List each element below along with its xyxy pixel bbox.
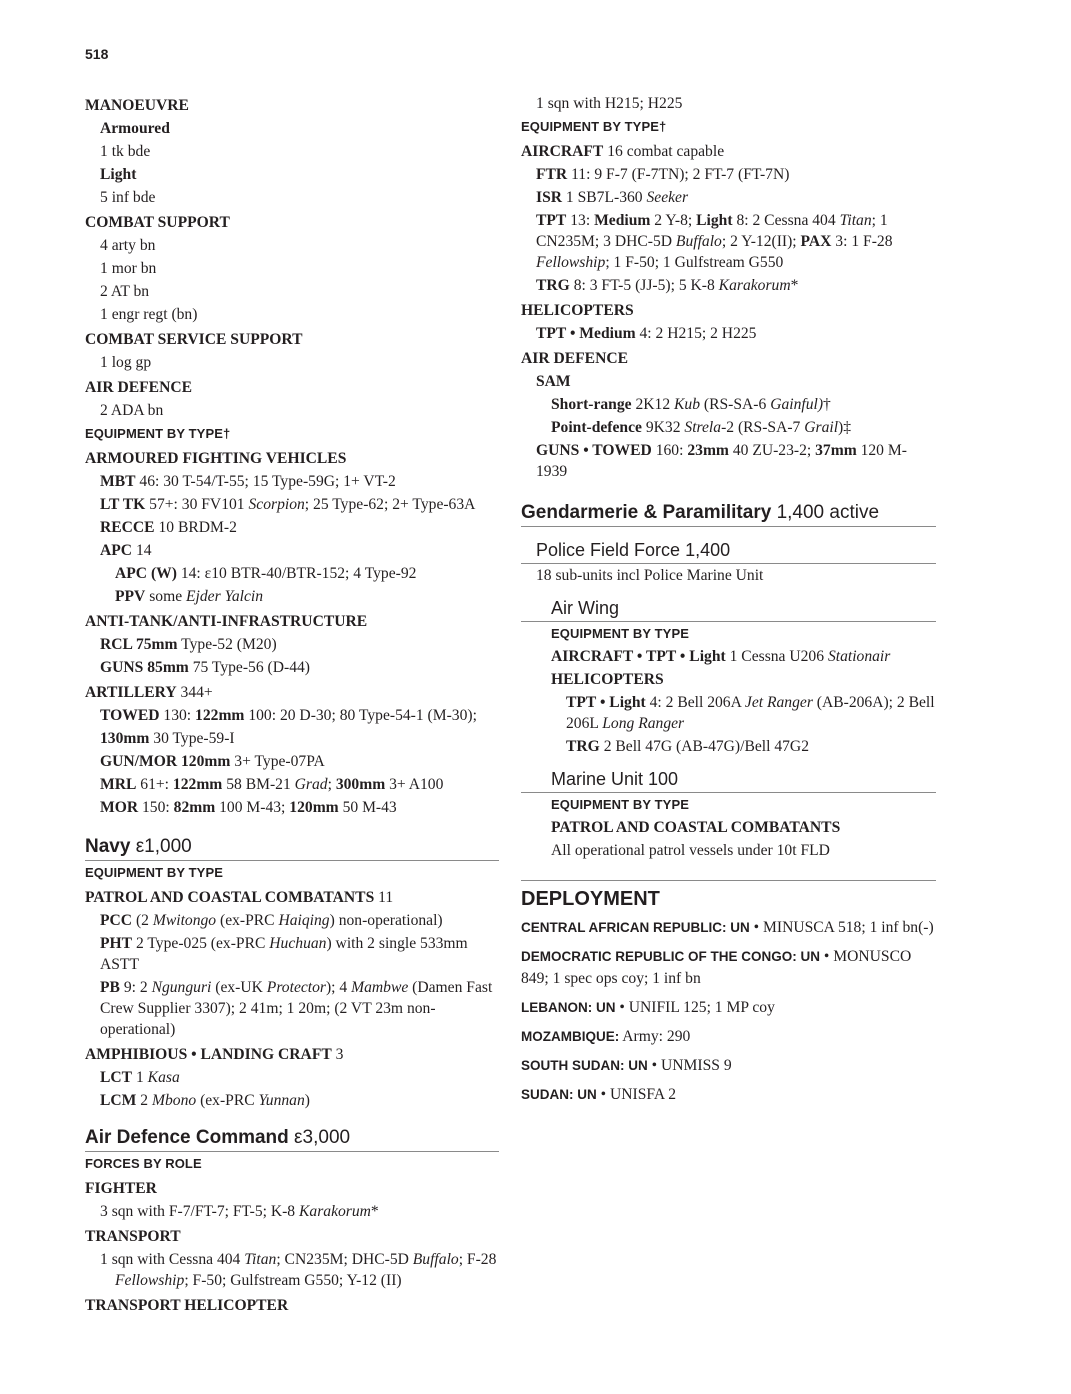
light-subheading: Light [100,166,137,183]
apc-w-line: APC (W) 14: ε10 BTR-40/BTR-152; 4 Type-92 [115,565,417,582]
equipment-by-type-heading: EQUIPMENT BY TYPE† [85,426,231,441]
fighter-heading: FIGHTER [85,1180,157,1197]
fighter-line: 3 sqn with F-7/FT-7; FT-5; K-8 Karakorum* [100,1203,379,1220]
deployment-south-sudan: SOUTH SUDAN: UN • UNMISS 9 [521,1057,732,1074]
pff-sub-units: 18 sub-units incl Police Marine Unit [536,567,764,584]
marine-unit-title: Marine Unit 100 [521,768,936,793]
at-bn: 2 AT bn [100,283,150,300]
inf-bde: 5 inf bde [100,189,156,206]
trg-line: TRG 8: 3 FT-5 (JJ-5); 5 K-8 Karakorum* [536,277,799,294]
arty-bn: 4 arty bn [100,237,156,254]
air-wing-trg-line: TRG 2 Bell 47G (AB-47G)/Bell 47G2 [566,738,809,755]
towed-line-cont: 130mm 30 Type-59-I [100,730,235,747]
right-air-defence-heading: AIR DEFENCE [521,350,629,367]
armoured-subheading: Armoured [100,120,170,137]
gendarmerie-section-title: Gendarmerie & Paramilitary 1,400 active [521,501,936,527]
right-column [521,92,936,1112]
lcm-line: LCM 2 Mbono (ex-PRC Yunnan) [100,1092,310,1109]
sqn-h215-line: 1 sqn with H215; H225 [536,95,683,112]
anti-tank-heading: ANTI-TANK/ANTI-INFRASTRUCTURE [85,613,368,630]
gun-mor-line: GUN/MOR 120mm 3+ Type-07PA [100,753,325,770]
forces-by-role-heading: FORCES BY ROLE [85,1156,202,1171]
air-wing-aircraft-line: AIRCRAFT • TPT • Light 1 Cessna U206 Stationair [551,648,891,665]
pcc-line: PCC (2 Mwitongo (ex-PRC Haiqing) non-operational) [100,912,443,929]
pht-line: PHT 2 Type-025 (ex-PRC Huchuan) with 2 single 533mm ASTT [100,935,468,973]
recce-line: RECCE 10 BRDM-2 [100,519,237,536]
air-wing-equipment-heading: EQUIPMENT BY TYPE [551,626,689,641]
air-defence-heading: AIR DEFENCE [85,379,193,396]
deployment-mozambique: MOZAMBIQUE: Army: 290 [521,1028,691,1045]
manoeuvre-heading: MANOEUVRE [85,97,189,114]
police-field-force-title: Police Field Force 1,400 [521,539,936,564]
short-range-line: Short-range 2K12 Kub (RS-SA-6 Gainful)† [551,396,831,413]
log-gp: 1 log gp [100,354,152,371]
mor-bn: 1 mor bn [100,260,157,277]
lct-line: LCT 1 Kasa [100,1069,180,1086]
ftr-line: FTR 11: 9 F-7 (F-7TN); 2 FT-7 (FT-7N) [536,166,790,183]
deployment-sudan: SUDAN: UN • UNISFA 2 [521,1086,677,1103]
pcc-heading: PATROL AND COASTAL COMBATANTS 11 [85,889,394,906]
marine-unit-equipment-heading: EQUIPMENT BY TYPE [551,797,689,812]
air-wing-tpt-line: TPT • Light 4: 2 Bell 206A Jet Ranger (AB-206A); 2 Bell 206L Long Ranger [566,694,935,732]
ada-bn: 2 ADA bn [100,402,164,419]
point-defence-line: Point-defence 9K32 Strela-2 (RS-SA-7 Grail)‡ [551,419,852,436]
air-wing-title: Air Wing [521,597,936,622]
helicopters-heading: HELICOPTERS [521,302,634,319]
deployment-lebanon: LEBANON: UN • UNIFIL 125; 1 MP coy [521,999,775,1016]
helo-tpt-line: TPT • Medium 4: 2 H215; 2 H225 [536,325,757,342]
engr-regt: 1 engr regt (bn) [100,306,198,323]
apc-line: APC 14 [100,542,152,559]
tk-bde: 1 tk bde [100,143,151,160]
sam-heading: SAM [536,373,571,390]
mor-line: MOR 150: 82mm 100 M-43; 120mm 50 M-43 [100,799,397,816]
mrl-line: MRL 61+: 122mm 58 BM-21 Grad; 300mm 3+ A100 [100,776,444,793]
marine-unit-pcc-heading: PATROL AND COASTAL COMBATANTS [551,819,841,836]
deployment-drc: DEMOCRATIC REPUBLIC OF THE CONGO: UN • MONUSCO 849; 1 spec ops coy; 1 inf bn [521,948,912,987]
ppv-line: PPV some Ejder Yalcin [115,588,263,605]
mbt-line: MBT 46: 30 T-54/T-55; 15 Type-59G; 1+ VT-2 [100,473,396,490]
deployment-heading: DEPLOYMENT [521,880,936,912]
artillery-heading: ARTILLERY 344+ [85,684,213,701]
afv-heading: ARMOURED FIGHTING VEHICLES [85,450,347,467]
page-number: 518 [85,46,109,62]
rcl-line: RCL 75mm Type-52 (M20) [100,636,277,653]
isr-line: ISR 1 SB7L-360 Seeker [536,189,689,206]
air-wing-helicopters-heading: HELICOPTERS [551,671,664,688]
deployment-car: CENTRAL AFRICAN REPUBLIC: UN • MINUSCA 518; 1 inf bn(-) [521,919,934,936]
css-heading: COMBAT SERVICE SUPPORT [85,331,303,348]
amphibious-heading: AMPHIBIOUS • LANDING CRAFT 3 [85,1046,344,1063]
tpt-line: TPT 13: Medium 2 Y-8; Light 8: 2 Cessna 404 Titan; 1 CN235M; 3 DHC-5D Buffalo; 2 Y-12(II); PAX 3: 1 F-28 Fellowship; 1 F-50; 1 Gulfstream G550 [536,212,893,271]
combat-support-heading: COMBAT SUPPORT [85,214,230,231]
aircraft-heading: AIRCRAFT 16 combat capable [521,143,725,160]
towed-line: TOWED 130: 122mm 100: 20 D-30; 80 Type-54-1 (M-30); [100,707,477,724]
navy-section-title: Navy ε1,000 [85,835,499,861]
pb-line: PB 9: 2 Ngunguri (ex-UK Protector); 4 Mambwe (Damen Fast Crew Supplier 3307); 2 41m; 1 20m; (2 VT 23m non-operational) [100,979,493,1038]
navy-equipment-heading: EQUIPMENT BY TYPE [85,865,223,880]
right-equipment-by-type-heading: EQUIPMENT BY TYPE† [521,119,667,134]
guns-line: GUNS 85mm 75 Type-56 (D-44) [100,659,310,676]
transport-helicopter-heading: TRANSPORT HELICOPTER [85,1297,289,1314]
transport-heading: TRANSPORT [85,1228,181,1245]
transport-line: 1 sqn with Cessna 404 Titan; CN235M; DHC-5D Buffalo; F-28 Fellowship; F-50; Gulfstream G550; Y-12 (II) [100,1251,497,1289]
left-column [85,92,499,1317]
marine-unit-vessels: All operational patrol vessels under 10t FLD [551,842,830,859]
air-defence-command-title: Air Defence Command ε3,000 [85,1126,499,1152]
guns-towed-line: GUNS • TOWED 160: 23mm 40 ZU-23-2; 37mm 120 M-1939 [536,442,907,480]
lt-tk-line: LT TK 57+: 30 FV101 Scorpion; 25 Type-62; 2+ Type-63A [100,496,476,513]
